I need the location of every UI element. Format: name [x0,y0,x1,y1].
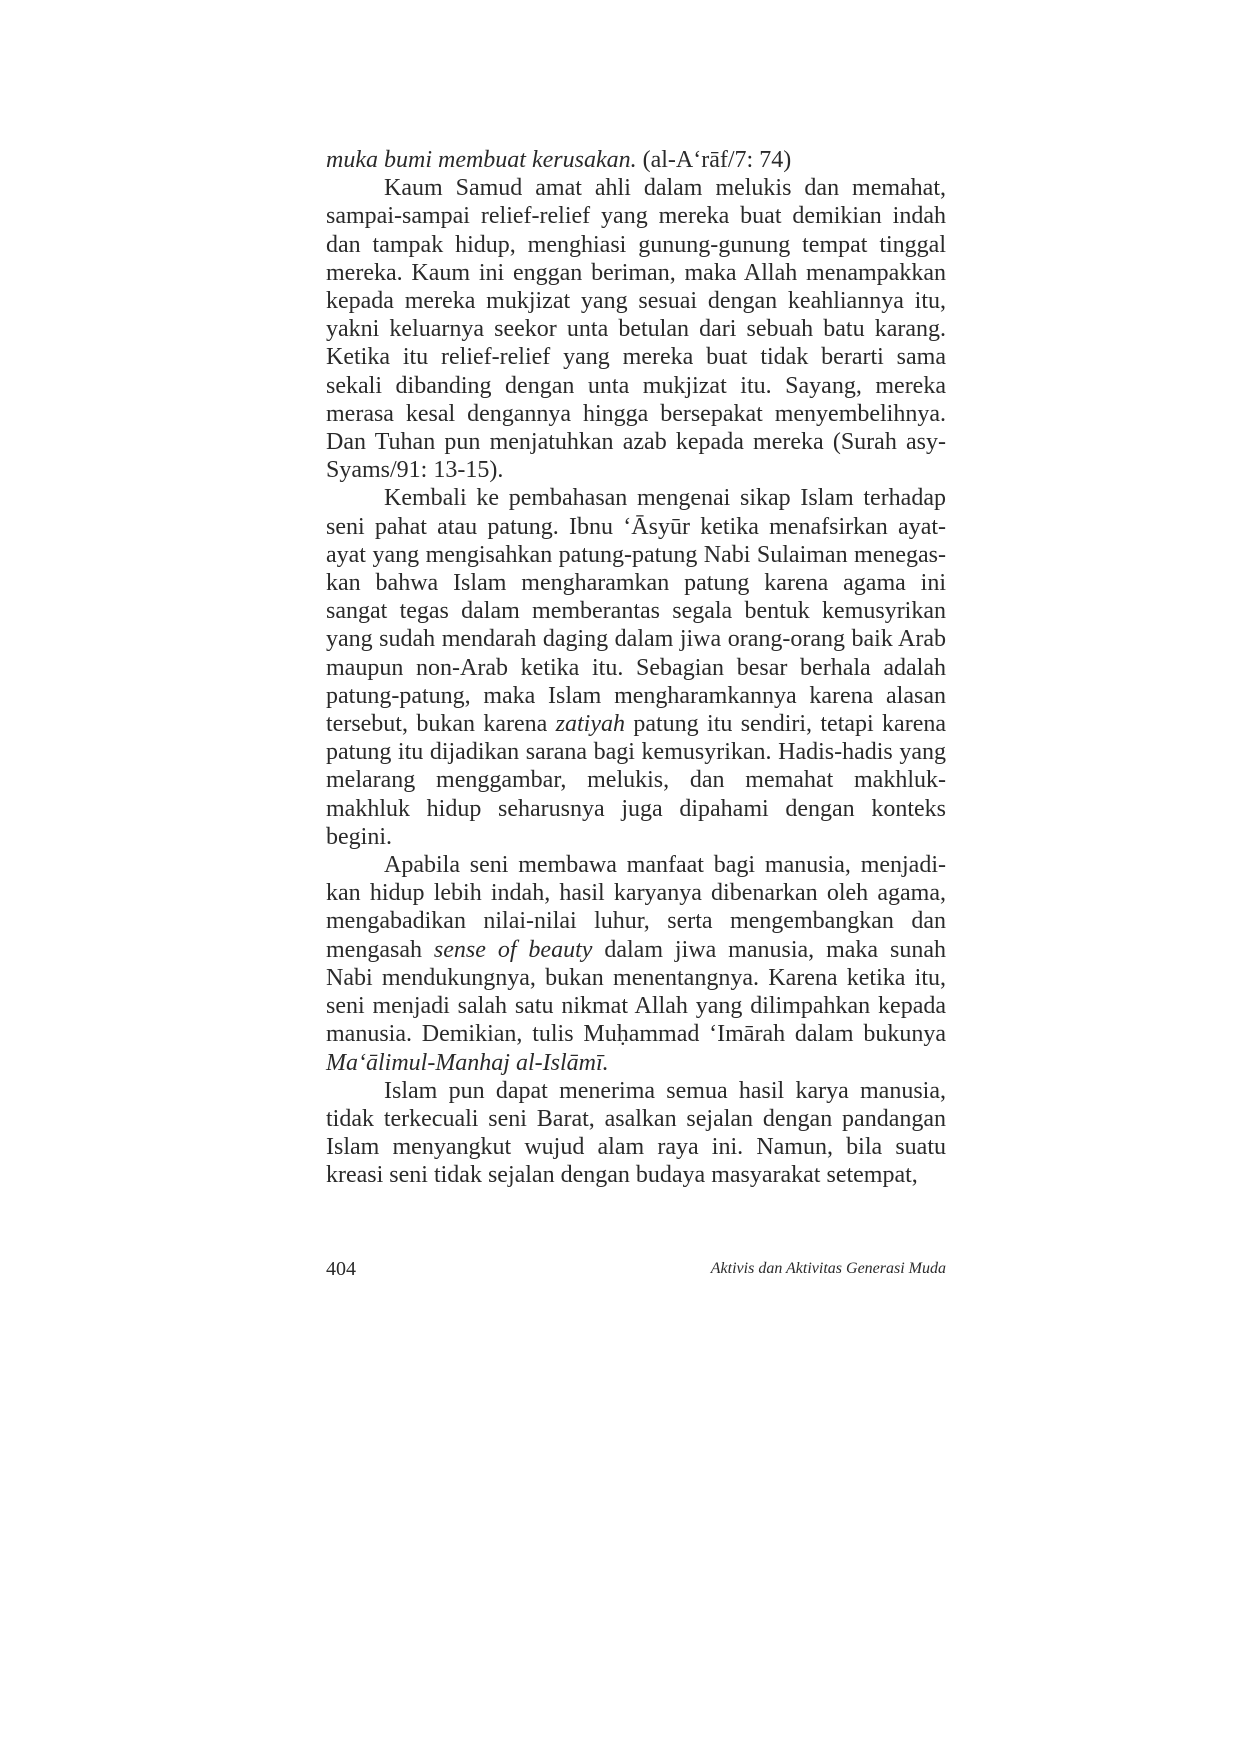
paragraph-2 [326,484,946,851]
paragraph-2-text-a: Kembali ke pembahasan mengenai sikap Islam terhadap seni pahat atau patung. Ibnu ‘Āsyūr ketika menafsirkan ayat-ayat yang mengisahkan patung-patung Nabi Sulaiman menegas-kan bahwa Islam mengharamkan patung karena agama ini sangat tegas dalam memberantas segala bentuk kemusyrikan yang sudah mendarah daging dalam jiwa orang-orang baik Arab maupun non-Arab ketika itu. Sebagian besar berhala adalah patung-patung, maka Islam mengharamkannya karena alasan tersebut, bukan karena [326,485,946,738]
opening-line [326,146,946,174]
body-text [326,146,946,1190]
paragraph-3-book-title: Ma‘ālimul-Manhaj al-Islāmī. [326,1049,609,1076]
page-footer [326,1258,946,1288]
paragraph-3-text-a: Apabila seni membawa manfaat bagi manusia, menjadi-kan hidup lebih indah, hasil karyanya dibenarkan oleh agama, mengabadikan nilai-nilai luhur, serta mengembangkan dan mengasah [326,852,946,963]
opening-line-citation: (al-A‘rāf/7: 74) [636,147,792,173]
paragraph-3 [326,851,946,1077]
paragraph-4-text: Islam pun dapat menerima semua hasil karya manusia, tidak terkecuali seni Barat, asalkan sejalan dengan pandangan Islam menyangkut wujud alam raya ini. Namun, bila suatu kreasi seni tidak sejalan dengan budaya masyarakat setempat, [326,1077,946,1189]
paragraph-3-text-b: dalam jiwa manusia, maka sunah Nabi mendukungnya, bukan menentangnya. Karena ketika itu, seni menjadi salah satu nikmat Allah yang dilimpahkan kepada manusia. Demikian, tulis Muḥammad ‘Imārah dalam bukunya [326,936,946,1048]
paragraph-1 [326,174,946,484]
running-title: Aktivis dan Aktivitas Generasi Muda [710,1260,946,1277]
paragraph-2-italic-term: zatiyah [555,711,625,738]
paragraph-4 [326,1077,946,1190]
opening-line-italic: muka bumi membuat kerusakan. [326,147,637,173]
paragraph-1-text: Kaum Samud amat ahli dalam melukis dan memahat, sampai-sampai relief-relief yang mereka buat demikian indah dan tampak hidup, menghiasi gunung-gunung tempat tinggal mereka. Kaum ini enggan beriman, maka Allah menampakkan kepada mereka mukjizat yang sesuai dengan keahliannya itu, yakni keluarnya seekor unta betulan dari sebuah batu karang. Ketika itu relief-relief yang mereka buat tidak berarti sama sekali dibanding dengan unta mukjizat itu. Sayang, mereka merasa kesal dengannya hingga bersepakat menyembelihnya. Dan Tuhan pun menjatuhkan azab kepada mereka (Surah asy-Syams/91: 13-15). [326,175,946,484]
page-number: 404 [326,1258,356,1280]
paragraph-3-italic-term: sense of beauty [433,936,593,963]
paragraph-2-text-b: patung itu sendiri, tetapi karena patung itu dijadikan sarana bagi kemusyrikan. Hadis-hadis yang melarang menggambar, melukis, dan memahat makhluk-makhluk hidup seharusnya juga dipahami dengan konteks begini. [326,711,947,850]
